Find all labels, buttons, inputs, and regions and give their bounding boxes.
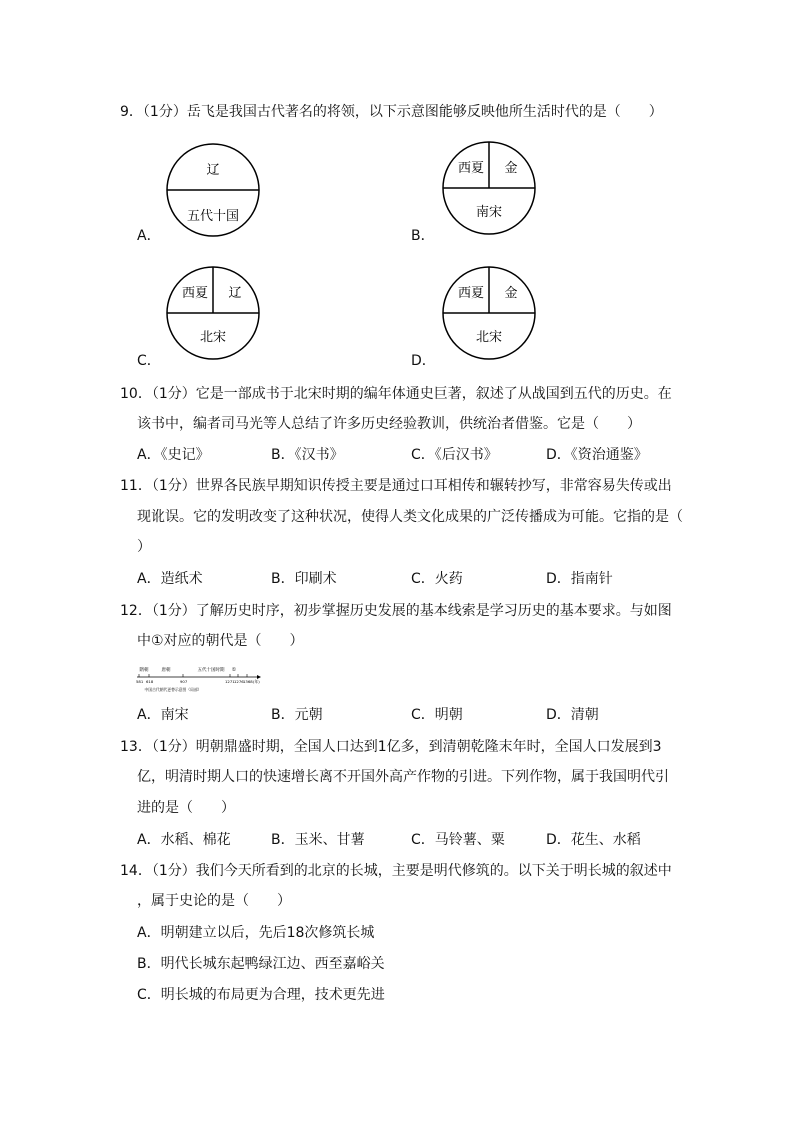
q9-diagram-b <box>439 140 539 236</box>
q14-option-b[interactable]: B．明代长城东起鸭绿江边、西至嘉峪关 <box>137 956 385 972</box>
q9-b-top-left-label: 西夏 <box>457 161 485 176</box>
q10-option-c[interactable]: C．《后汉书》 <box>411 447 498 463</box>
q9-c-top-right-label: 辽 <box>228 286 242 301</box>
timeline-label-sui: 隋朝 <box>139 668 149 673</box>
q9-option-a-letter[interactable]: A． <box>137 228 161 244</box>
q11-option-a[interactable]: A．造纸术 <box>137 571 203 587</box>
q14-option-a[interactable]: A．明朝建立以后，先后18次修筑长城 <box>137 925 375 941</box>
q12-option-a[interactable]: A．南宋 <box>137 707 189 723</box>
q9-d-bottom-label: 北宋 <box>475 330 503 345</box>
q13-option-b[interactable]: B．玉米、甘薯 <box>271 832 365 848</box>
q11-stem-line-1: 11．（1分）世界各民族早期知识传授主要是通过口耳相传和辗转抄写，非常容易失传或出 <box>120 478 672 494</box>
q13-option-c[interactable]: C．马铃薯、粟 <box>411 832 505 848</box>
q9-diagram-a <box>163 142 263 238</box>
timeline-caption: 中国古代朝代更替示意图（局部） <box>144 687 202 692</box>
q13-stem-line-1: 13．（1分）明朝鼎盛时期，全国人口达到1亿多，到清朝乾隆末年时，全国人口发展到3 <box>120 739 662 755</box>
q11-stem-line-3: ） <box>137 539 151 555</box>
q9-c-bottom-label: 北宋 <box>199 330 227 345</box>
q12-stem-line-1: 12．（1分）了解历史时序，初步掌握历史发展的基本线索是学习历史的基本要求。与如图 <box>120 603 672 619</box>
q9-option-c-letter[interactable]: C． <box>137 353 161 369</box>
q13-stem-line-2: 亿，明清时期人口的快速增长离不开国外高产作物的引进。下列作物，属于我国明代引 <box>137 769 669 785</box>
q11-stem-line-2: 现讹误。它的发明改变了这种状况，使得人类文化成果的广泛传播成为可能。它指的是（ <box>137 509 683 525</box>
timeline-year-907: 907 <box>180 679 188 684</box>
q12-option-b[interactable]: B．元朝 <box>271 707 323 723</box>
q13-stem-line-3: 进的是（ ） <box>137 800 235 816</box>
q12-option-c[interactable]: C．明朝 <box>411 707 463 723</box>
q12-option-d[interactable]: D．清朝 <box>546 707 599 723</box>
timeline-year-581: 581 <box>136 679 144 684</box>
q9-b-bottom-label: 南宋 <box>475 205 503 220</box>
q14-option-c[interactable]: C．明长城的布局更为合理，技术更先进 <box>137 987 385 1003</box>
q9-c-top-left-label: 西夏 <box>181 286 209 301</box>
q10-stem-line-2: 该书中，编者司马光等人总结了许多历史经验教训，供统治者借鉴。它是（ ） <box>137 416 641 432</box>
q9-option-b-letter[interactable]: B． <box>411 228 435 244</box>
q10-option-a[interactable]: A．《史记》 <box>137 447 210 463</box>
q14-stem-line-1: 14．（1分）我们今天所看到的北京的长城，主要是明代修筑的。以下关于明长城的叙述中 <box>120 863 672 879</box>
q12-stem-line-2: 中①对应的朝代是（ ） <box>137 633 304 649</box>
timeline-year-1271: 1271 <box>225 679 235 684</box>
q9-a-top-label: 辽 <box>206 163 220 178</box>
q10-option-d[interactable]: D．《资治通鉴》 <box>546 447 648 463</box>
q10-option-b[interactable]: B．《汉书》 <box>271 447 344 463</box>
q13-option-a[interactable]: A．水稻、棉花 <box>137 832 231 848</box>
q10-stem-line-1: 10．（1分）它是一部成书于北宋时期的编年体通史巨著，叙述了从战国到五代的历史。在 <box>120 386 672 402</box>
timeline-label-five-dynasties: 五代十国时期 <box>197 668 225 673</box>
q14-stem-line-2: ，属于史论的是（ ） <box>137 893 291 909</box>
q9-a-bottom-label: 五代十国 <box>186 209 240 224</box>
q9-stem: 9．（1分）岳飞是我国古代著名的将领，以下示意图能够反映他所生活时代的是（ ） <box>120 104 663 120</box>
q11-option-d[interactable]: D．指南针 <box>546 571 613 587</box>
q9-diagram-d <box>439 265 539 361</box>
timeline-year-unit: (年) <box>253 679 260 684</box>
q11-option-c[interactable]: C．火药 <box>411 571 463 587</box>
q9-option-d-letter[interactable]: D． <box>411 353 436 369</box>
q12-timeline <box>133 660 263 694</box>
q9-diagram-c <box>163 265 263 361</box>
timeline-label-tang: 唐朝 <box>161 668 171 673</box>
timeline-label-circled-1: ① <box>231 667 237 673</box>
q9-d-top-right-label: 金 <box>504 286 518 301</box>
q13-option-d[interactable]: D．花生、水稻 <box>546 832 641 848</box>
q9-b-top-right-label: 金 <box>504 161 518 176</box>
q9-d-top-left-label: 西夏 <box>457 286 485 301</box>
timeline-year-618: 618 <box>146 679 154 684</box>
timeline-year-1276: 1276 <box>234 679 244 684</box>
q11-option-b[interactable]: B．印刷术 <box>271 571 337 587</box>
timeline-year-1368: 1368 <box>243 679 253 684</box>
